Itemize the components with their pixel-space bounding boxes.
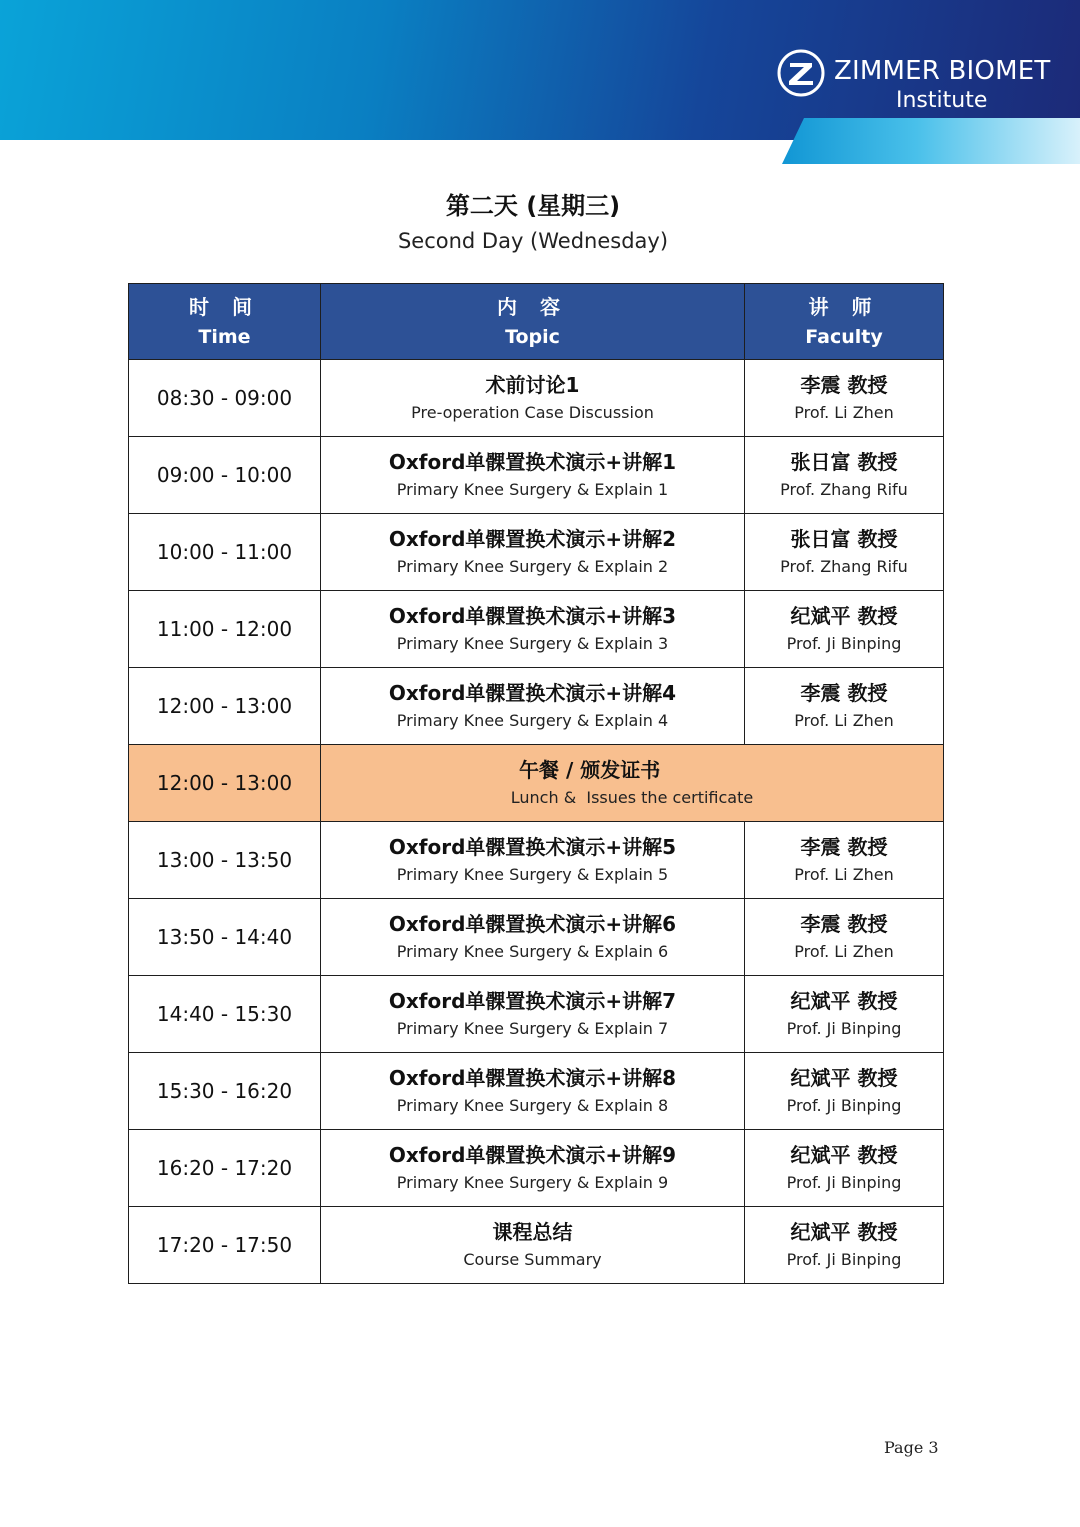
session-faculty xyxy=(745,1130,944,1207)
session-faculty-cn: 李震 教授 xyxy=(800,373,888,397)
session-topic xyxy=(321,1207,745,1284)
session-faculty-cn: 纪斌平 教授 xyxy=(790,1220,898,1244)
session-time: 17:20 - 17:50 xyxy=(129,1207,321,1284)
session-faculty-en: Prof. Zhang Rifu xyxy=(780,480,908,499)
session-topic-cn: Oxford单髁置换术演示+讲解1 xyxy=(388,450,677,474)
session-topic-cn: Oxford单髁置换术演示+讲解7 xyxy=(388,989,677,1013)
zimmer-biomet-z-logo-icon xyxy=(776,48,826,98)
page-title: 第二天 (星期三) xyxy=(445,192,621,220)
session-topic-cn: Oxford单髁置换术演示+讲解9 xyxy=(388,1143,677,1167)
session-topic-en: Primary Knee Surgery & Explain 7 xyxy=(396,1019,669,1038)
session-topic xyxy=(321,437,745,514)
session-faculty-en: Prof. Zhang Rifu xyxy=(780,557,908,576)
table-row xyxy=(129,1053,944,1130)
page-number: Page 3 xyxy=(884,1438,939,1457)
lunch-topic-en: Lunch & Issues the certificate xyxy=(510,788,754,807)
session-faculty xyxy=(745,976,944,1053)
session-topic xyxy=(321,668,745,745)
session-time: 08:30 - 09:00 xyxy=(129,360,321,437)
table-row xyxy=(129,899,944,976)
session-faculty-cn: 张日富 教授 xyxy=(790,527,898,551)
session-time: 09:00 - 10:00 xyxy=(129,437,321,514)
lunch-row xyxy=(129,745,944,822)
session-topic xyxy=(321,591,745,668)
session-faculty xyxy=(745,591,944,668)
session-faculty-en: Prof. Li Zhen xyxy=(794,942,894,961)
session-topic xyxy=(321,1130,745,1207)
session-topic xyxy=(321,360,745,437)
lunch-topic xyxy=(321,745,944,822)
session-faculty-cn: 张日富 教授 xyxy=(790,450,898,474)
session-topic-cn: Oxford单髁置换术演示+讲解4 xyxy=(388,681,677,705)
session-faculty-en: Prof. Ji Binping xyxy=(786,1173,902,1192)
session-topic-cn: 课程总结 xyxy=(492,1220,573,1244)
session-topic-cn: Oxford单髁置换术演示+讲解5 xyxy=(388,835,677,859)
session-faculty-cn: 纪斌平 教授 xyxy=(790,1066,898,1090)
session-topic xyxy=(321,899,745,976)
session-time: 11:00 - 12:00 xyxy=(129,591,321,668)
session-faculty-cn: 李震 教授 xyxy=(800,912,888,936)
table-row xyxy=(129,1207,944,1284)
session-faculty-en: Prof. Ji Binping xyxy=(786,634,902,653)
session-topic xyxy=(321,1053,745,1130)
page-subtitle: Second Day (Wednesday) xyxy=(397,229,669,253)
session-time: 16:20 - 17:20 xyxy=(129,1130,321,1207)
session-faculty-en: Prof. Ji Binping xyxy=(786,1019,902,1038)
session-faculty xyxy=(745,1053,944,1130)
session-time: 10:00 - 11:00 xyxy=(129,514,321,591)
table-row xyxy=(129,437,944,514)
brand-logo xyxy=(776,48,1056,118)
session-faculty xyxy=(745,899,944,976)
session-faculty-en: Prof. Li Zhen xyxy=(794,403,894,422)
table-row xyxy=(129,668,944,745)
session-time: 13:50 - 14:40 xyxy=(129,899,321,976)
header-accent-stripe xyxy=(782,118,1080,164)
session-topic-en: Primary Knee Surgery & Explain 8 xyxy=(396,1096,669,1115)
table-row xyxy=(129,514,944,591)
session-topic-en: Primary Knee Surgery & Explain 1 xyxy=(396,480,669,499)
column-header-time-en: Time xyxy=(198,325,251,348)
session-topic xyxy=(321,822,745,899)
session-faculty-cn: 纪斌平 教授 xyxy=(790,989,898,1013)
lunch-time: 12:00 - 13:00 xyxy=(129,745,321,822)
column-header-time xyxy=(129,284,321,360)
session-topic-cn: Oxford单髁置换术演示+讲解2 xyxy=(388,527,677,551)
brand-name: ZIMMER BIOMET xyxy=(834,56,1051,86)
column-header-topic-en: Topic xyxy=(505,325,560,348)
session-time: 13:00 - 13:50 xyxy=(129,822,321,899)
session-faculty xyxy=(745,822,944,899)
session-topic-cn: Oxford单髁置换术演示+讲解8 xyxy=(388,1066,677,1090)
session-time: 12:00 - 13:00 xyxy=(129,668,321,745)
session-faculty xyxy=(745,437,944,514)
session-time: 14:40 - 15:30 xyxy=(129,976,321,1053)
session-faculty-cn: 纪斌平 教授 xyxy=(790,604,898,628)
brand-subtitle: Institute xyxy=(896,88,988,113)
column-header-faculty-cn: 讲 师 xyxy=(808,294,880,319)
session-topic xyxy=(321,514,745,591)
table-row xyxy=(129,976,944,1053)
session-topic-en: Pre-operation Case Discussion xyxy=(411,403,654,422)
session-faculty-en: Prof. Ji Binping xyxy=(786,1250,902,1269)
table-header-row xyxy=(129,284,944,360)
table-row xyxy=(129,591,944,668)
column-header-faculty-en: Faculty xyxy=(805,325,883,348)
session-topic-en: Course Summary xyxy=(463,1250,602,1269)
session-topic-en: Primary Knee Surgery & Explain 6 xyxy=(396,942,669,961)
session-topic xyxy=(321,976,745,1053)
session-topic-cn: Oxford单髁置换术演示+讲解6 xyxy=(388,912,677,936)
session-topic-en: Primary Knee Surgery & Explain 4 xyxy=(396,711,669,730)
column-header-topic-cn: 内 容 xyxy=(497,294,568,319)
session-topic-en: Primary Knee Surgery & Explain 5 xyxy=(396,865,669,884)
lunch-topic-cn: 午餐 / 颁发证书 xyxy=(519,758,661,782)
column-header-time-cn: 时 间 xyxy=(189,294,260,319)
session-faculty xyxy=(745,514,944,591)
session-faculty-en: Prof. Li Zhen xyxy=(794,865,894,884)
column-header-topic xyxy=(321,284,745,360)
session-faculty-cn: 纪斌平 教授 xyxy=(790,1143,898,1167)
session-faculty-cn: 李震 教授 xyxy=(800,681,888,705)
session-faculty xyxy=(745,668,944,745)
session-time: 15:30 - 16:20 xyxy=(129,1053,321,1130)
table-row xyxy=(129,360,944,437)
session-topic-cn: Oxford单髁置换术演示+讲解3 xyxy=(388,604,677,628)
session-topic-cn: 术前讨论1 xyxy=(485,373,580,397)
session-faculty-en: Prof. Li Zhen xyxy=(794,711,894,730)
session-topic-en: Primary Knee Surgery & Explain 9 xyxy=(396,1173,669,1192)
session-topic-en: Primary Knee Surgery & Explain 3 xyxy=(396,634,669,653)
session-faculty xyxy=(745,360,944,437)
session-faculty xyxy=(745,1207,944,1284)
column-header-faculty xyxy=(745,284,944,360)
table-row xyxy=(129,822,944,899)
table-row xyxy=(129,1130,944,1207)
schedule-table xyxy=(128,283,944,1284)
session-faculty-cn: 李震 教授 xyxy=(800,835,888,859)
session-faculty-en: Prof. Ji Binping xyxy=(786,1096,902,1115)
session-topic-en: Primary Knee Surgery & Explain 2 xyxy=(396,557,669,576)
